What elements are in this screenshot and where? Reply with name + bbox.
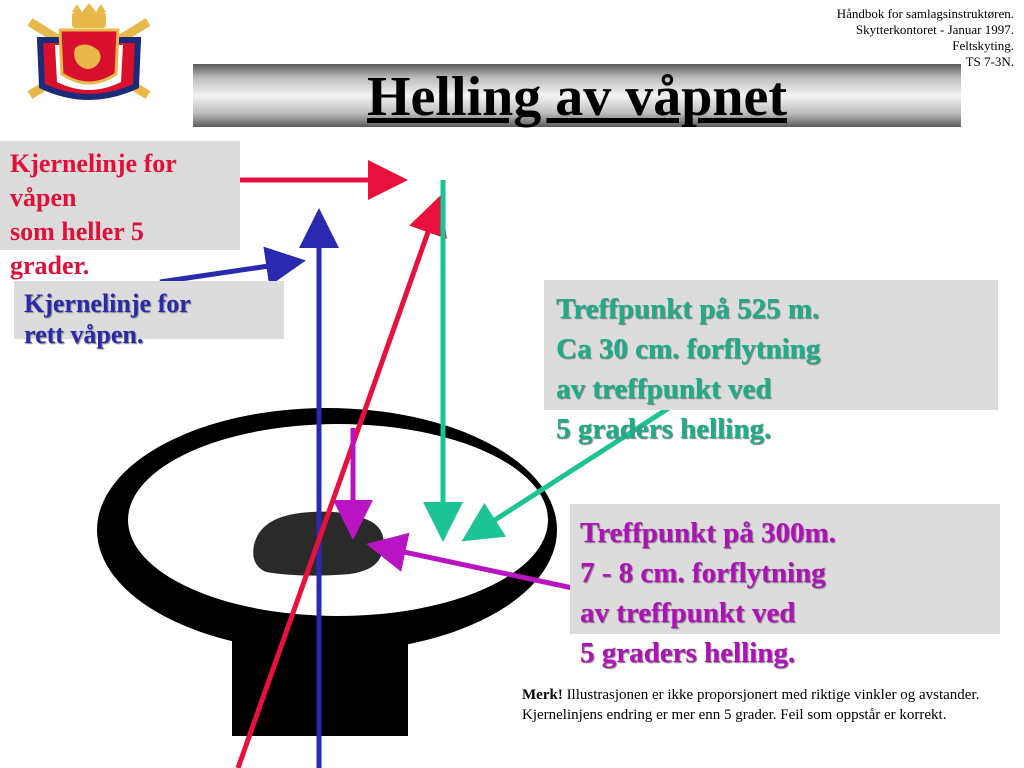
label-line: rett våpen. <box>24 320 144 349</box>
label-line: av treffpunkt ved <box>556 373 772 405</box>
label-line: Ca 30 cm. forflytning <box>556 333 821 365</box>
note-bold: Merk! <box>522 687 563 703</box>
norwegian-crest-crossed-rifles-icon <box>30 3 148 97</box>
header-line: Feltskyting. <box>952 38 1014 53</box>
label-line: Treffpunkt på 300m. <box>580 517 836 549</box>
header-line: Håndbok for samlagsinstruktøren. <box>836 6 1014 21</box>
label-line: av treffpunkt ved <box>580 597 796 629</box>
header-note <box>837 6 1014 70</box>
label-line: 5 graders helling. <box>580 637 796 669</box>
straight-label-arrow <box>160 262 296 282</box>
note-text: Illustrasjonen er ikke proporsjonert med riktige vinkler og avstander. Kjernelinjens endring er mer enn 5 grader. Feil som oppstår er korrekt. <box>522 687 980 723</box>
tilted-core-label <box>10 147 177 283</box>
page-title: Helling av våpnet <box>366 66 788 128</box>
disclaimer-note <box>522 685 992 725</box>
label-line: våpen <box>10 183 77 212</box>
header-line: TS 7-3N. <box>965 54 1014 69</box>
label-line: Kjernelinje for <box>24 289 191 318</box>
label-line: 5 graders helling. <box>556 413 772 445</box>
straight-core-label <box>24 288 191 350</box>
hit-525-label <box>556 289 820 449</box>
label-line: 7 - 8 cm. forflytning <box>580 557 826 589</box>
label-line: som heller 5 <box>10 217 144 246</box>
label-line: Kjernelinje for <box>10 149 177 178</box>
hit-300-label <box>580 513 836 673</box>
label-line: grader. <box>10 251 90 280</box>
header-line: Skytterkontoret - Januar 1997. <box>855 22 1014 37</box>
label-line: Treffpunkt på 525 m. <box>556 293 820 325</box>
title-bar <box>193 64 961 127</box>
